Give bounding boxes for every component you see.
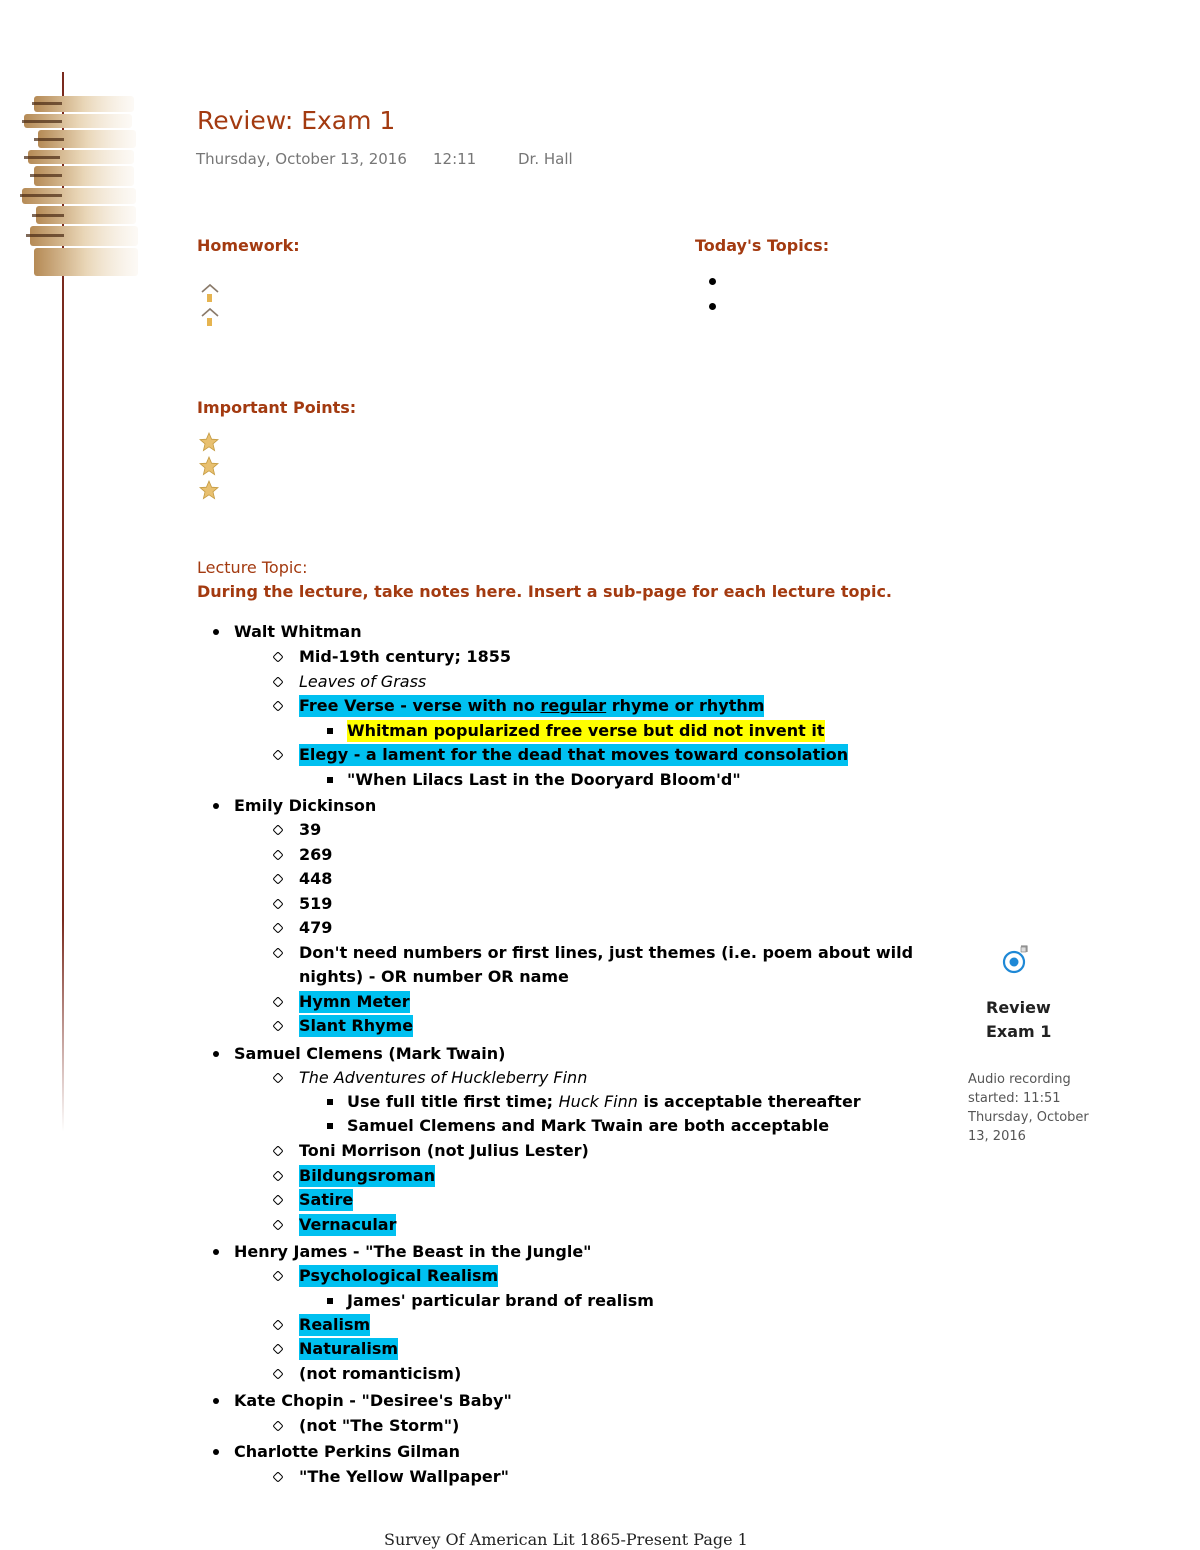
- outline-text: Emily Dickinson: [234, 796, 377, 815]
- outline-row-l2: [0, 1140, 900, 1164]
- bullet-square: [327, 1123, 333, 1129]
- outline-text: Satire: [299, 1190, 354, 1209]
- bullet-diamond: [272, 1343, 283, 1354]
- bullet-square: [327, 1298, 333, 1304]
- bullet-diamond: [272, 700, 283, 711]
- bullet-disc: [213, 1249, 219, 1255]
- bullet-disc: [213, 1051, 219, 1057]
- outline-row-l3: [0, 720, 900, 744]
- lecture-topic-label: Lecture Topic:: [197, 558, 308, 577]
- bullet-disc: [213, 1398, 219, 1404]
- outline-text: Hymn Meter: [299, 992, 410, 1011]
- outline-row-l2: [0, 1165, 900, 1189]
- outline-text: Naturalism: [299, 1339, 399, 1358]
- bullet-diamond: [272, 996, 283, 1007]
- outline-text: (not "The Storm"): [299, 1416, 460, 1435]
- outline-row-l2: [0, 1466, 900, 1490]
- outline-row-l1: [0, 1441, 900, 1465]
- outline-text: Leaves of Grass: [299, 672, 427, 691]
- bullet-diamond: [272, 873, 283, 884]
- outline-text: "When Lilacs Last in the Dooryard Bloom'd": [347, 770, 741, 789]
- outline-text: 39: [299, 820, 322, 839]
- important-points-label: Important Points:: [197, 398, 357, 417]
- bullet-disc: [213, 629, 219, 635]
- topic-bullet: [709, 303, 716, 310]
- outline-text: Kate Chopin - "Desiree's Baby": [234, 1391, 512, 1410]
- outline-text: Whitman popularized free verse but did not invent it: [347, 721, 825, 740]
- outline-text: Realism: [299, 1315, 371, 1334]
- bullet-square: [327, 777, 333, 783]
- outline-text: The Adventures of Huckleberry Finn: [299, 1068, 588, 1087]
- outline-text: nights) - OR number OR name: [299, 967, 569, 986]
- bullet-diamond: [272, 1420, 283, 1431]
- outline-row-l1: [0, 621, 900, 645]
- outline-row-l2: [0, 1067, 900, 1091]
- topic-bullet: [709, 278, 716, 285]
- outline-text: Samuel Clemens (Mark Twain): [234, 1044, 506, 1063]
- outline-text: Vernacular: [299, 1215, 397, 1234]
- page-footer: Survey Of American Lit 1865-Present Page 1: [384, 1530, 748, 1549]
- page-author: Dr. Hall: [518, 150, 573, 168]
- outline-row-l2: [0, 1363, 900, 1387]
- outline-text: "The Yellow Wallpaper": [299, 1467, 509, 1486]
- outline-text: Mid-19th century; 1855: [299, 647, 511, 666]
- bullet-diamond: [272, 1471, 283, 1482]
- outline-row-l2: [0, 1415, 900, 1439]
- bullet-square: [327, 728, 333, 734]
- audio-recording-title[interactable]: [986, 996, 1051, 1044]
- bullet-disc: [213, 1449, 219, 1455]
- outline-text: 479: [299, 918, 333, 937]
- audio-recording-icon[interactable]: [1000, 944, 1030, 980]
- bullet-disc: [213, 803, 219, 809]
- outline-row-l2: [0, 868, 900, 892]
- todays-topics-label: Today's Topics:: [695, 236, 830, 255]
- bullet-diamond: [272, 1368, 283, 1379]
- outline-text: Slant Rhyme: [299, 1016, 414, 1035]
- outline-text: Walt Whitman: [234, 622, 362, 641]
- page-date: Thursday, October 13, 2016: [196, 150, 407, 168]
- star-icon: [199, 480, 219, 504]
- outline-row-l2: [0, 1338, 900, 1362]
- bullet-diamond: [272, 1145, 283, 1156]
- audio-title-line: Review: [986, 998, 1051, 1017]
- outline-text: Henry James - "The Beast in the Jungle": [234, 1242, 592, 1261]
- outline-row-l2: [0, 1265, 900, 1289]
- audio-recording-info: Audio recording started: 11:51 Thursday, October 13, 2016: [968, 1072, 1089, 1144]
- bullet-diamond: [272, 1194, 283, 1205]
- outline-text: James' particular brand of realism: [347, 1291, 654, 1310]
- outline-row-l2: [0, 1189, 900, 1213]
- outline-text: Toni Morrison (not Julius Lester): [299, 1141, 589, 1160]
- outline-text: Elegy - a lament for the dead that moves toward consolation: [299, 745, 849, 764]
- page-time: 12:11: [433, 150, 477, 168]
- outline-text: Don't need numbers or first lines, just themes (i.e. poem about wild: [299, 943, 914, 962]
- bullet-diamond: [272, 1319, 283, 1330]
- outline-row-l3: [0, 1290, 900, 1314]
- bullet-diamond: [272, 1219, 283, 1230]
- lecture-instructions: During the lecture, take notes here. Insert a sub-page for each lecture topic.: [197, 582, 893, 601]
- bullet-diamond: [272, 676, 283, 687]
- outline-row-l2: [0, 942, 914, 966]
- audio-title-line: Exam 1: [986, 1022, 1052, 1041]
- outline-row-l2: [0, 844, 900, 868]
- bullet-diamond: [272, 922, 283, 933]
- bullet-diamond: [272, 1270, 283, 1281]
- outline-row-l2: [0, 646, 900, 670]
- outline-text: (not romanticism): [299, 1364, 462, 1383]
- bullet-diamond: [272, 651, 283, 662]
- outline-row-l3: [0, 1115, 900, 1139]
- outline-text: Use full title first time; Huck Finn is acceptable thereafter: [347, 1092, 861, 1111]
- outline-row-l2: [0, 893, 900, 917]
- outline-row-l2: [0, 819, 900, 843]
- outline-row-l3: [0, 769, 900, 793]
- outline-row-l1: [0, 1241, 900, 1265]
- books-stack-icon: [14, 92, 142, 286]
- outline-row-l2: [0, 695, 900, 719]
- bullet-diamond: [272, 1020, 283, 1031]
- bullet-diamond: [272, 749, 283, 760]
- page-title: Review: Exam 1: [197, 106, 396, 135]
- outline-row-l0: [0, 966, 900, 990]
- star-icon: [199, 432, 219, 456]
- outline-row-l2: [0, 1015, 900, 1039]
- outline-text: Free Verse - verse with no regular rhyme or rhythm: [299, 696, 765, 715]
- outline-text: 519: [299, 894, 333, 913]
- homework-icon: [200, 307, 220, 331]
- outline-text: 269: [299, 845, 333, 864]
- outline-text: Bildungsroman: [299, 1166, 436, 1185]
- bullet-diamond: [272, 1170, 283, 1181]
- bullet-diamond: [272, 824, 283, 835]
- outline-row-l2: [0, 917, 900, 941]
- bullet-square: [327, 1099, 333, 1105]
- bullet-diamond: [272, 1072, 283, 1083]
- outline-row-l2: [0, 1314, 900, 1338]
- outline-row-l2: [0, 671, 900, 695]
- bullet-diamond: [272, 947, 283, 958]
- outline-text: 448: [299, 869, 333, 888]
- outline-row-l1: [0, 1043, 900, 1067]
- outline-row-l1: [0, 1390, 900, 1414]
- bullet-diamond: [272, 898, 283, 909]
- outline-text: Psychological Realism: [299, 1266, 499, 1285]
- bullet-diamond: [272, 849, 283, 860]
- outline-text: Charlotte Perkins Gilman: [234, 1442, 461, 1461]
- outline-text: Samuel Clemens and Mark Twain are both acceptable: [347, 1116, 830, 1135]
- homework-label: Homework:: [197, 236, 300, 255]
- outline-row-l2: [0, 744, 900, 768]
- star-icon: [199, 456, 219, 480]
- homework-icon: [200, 283, 220, 307]
- outline-row-l2: [0, 991, 900, 1015]
- outline-row-l2: [0, 1214, 900, 1238]
- outline-row-l1: [0, 795, 900, 819]
- outline-row-l3: [0, 1091, 900, 1115]
